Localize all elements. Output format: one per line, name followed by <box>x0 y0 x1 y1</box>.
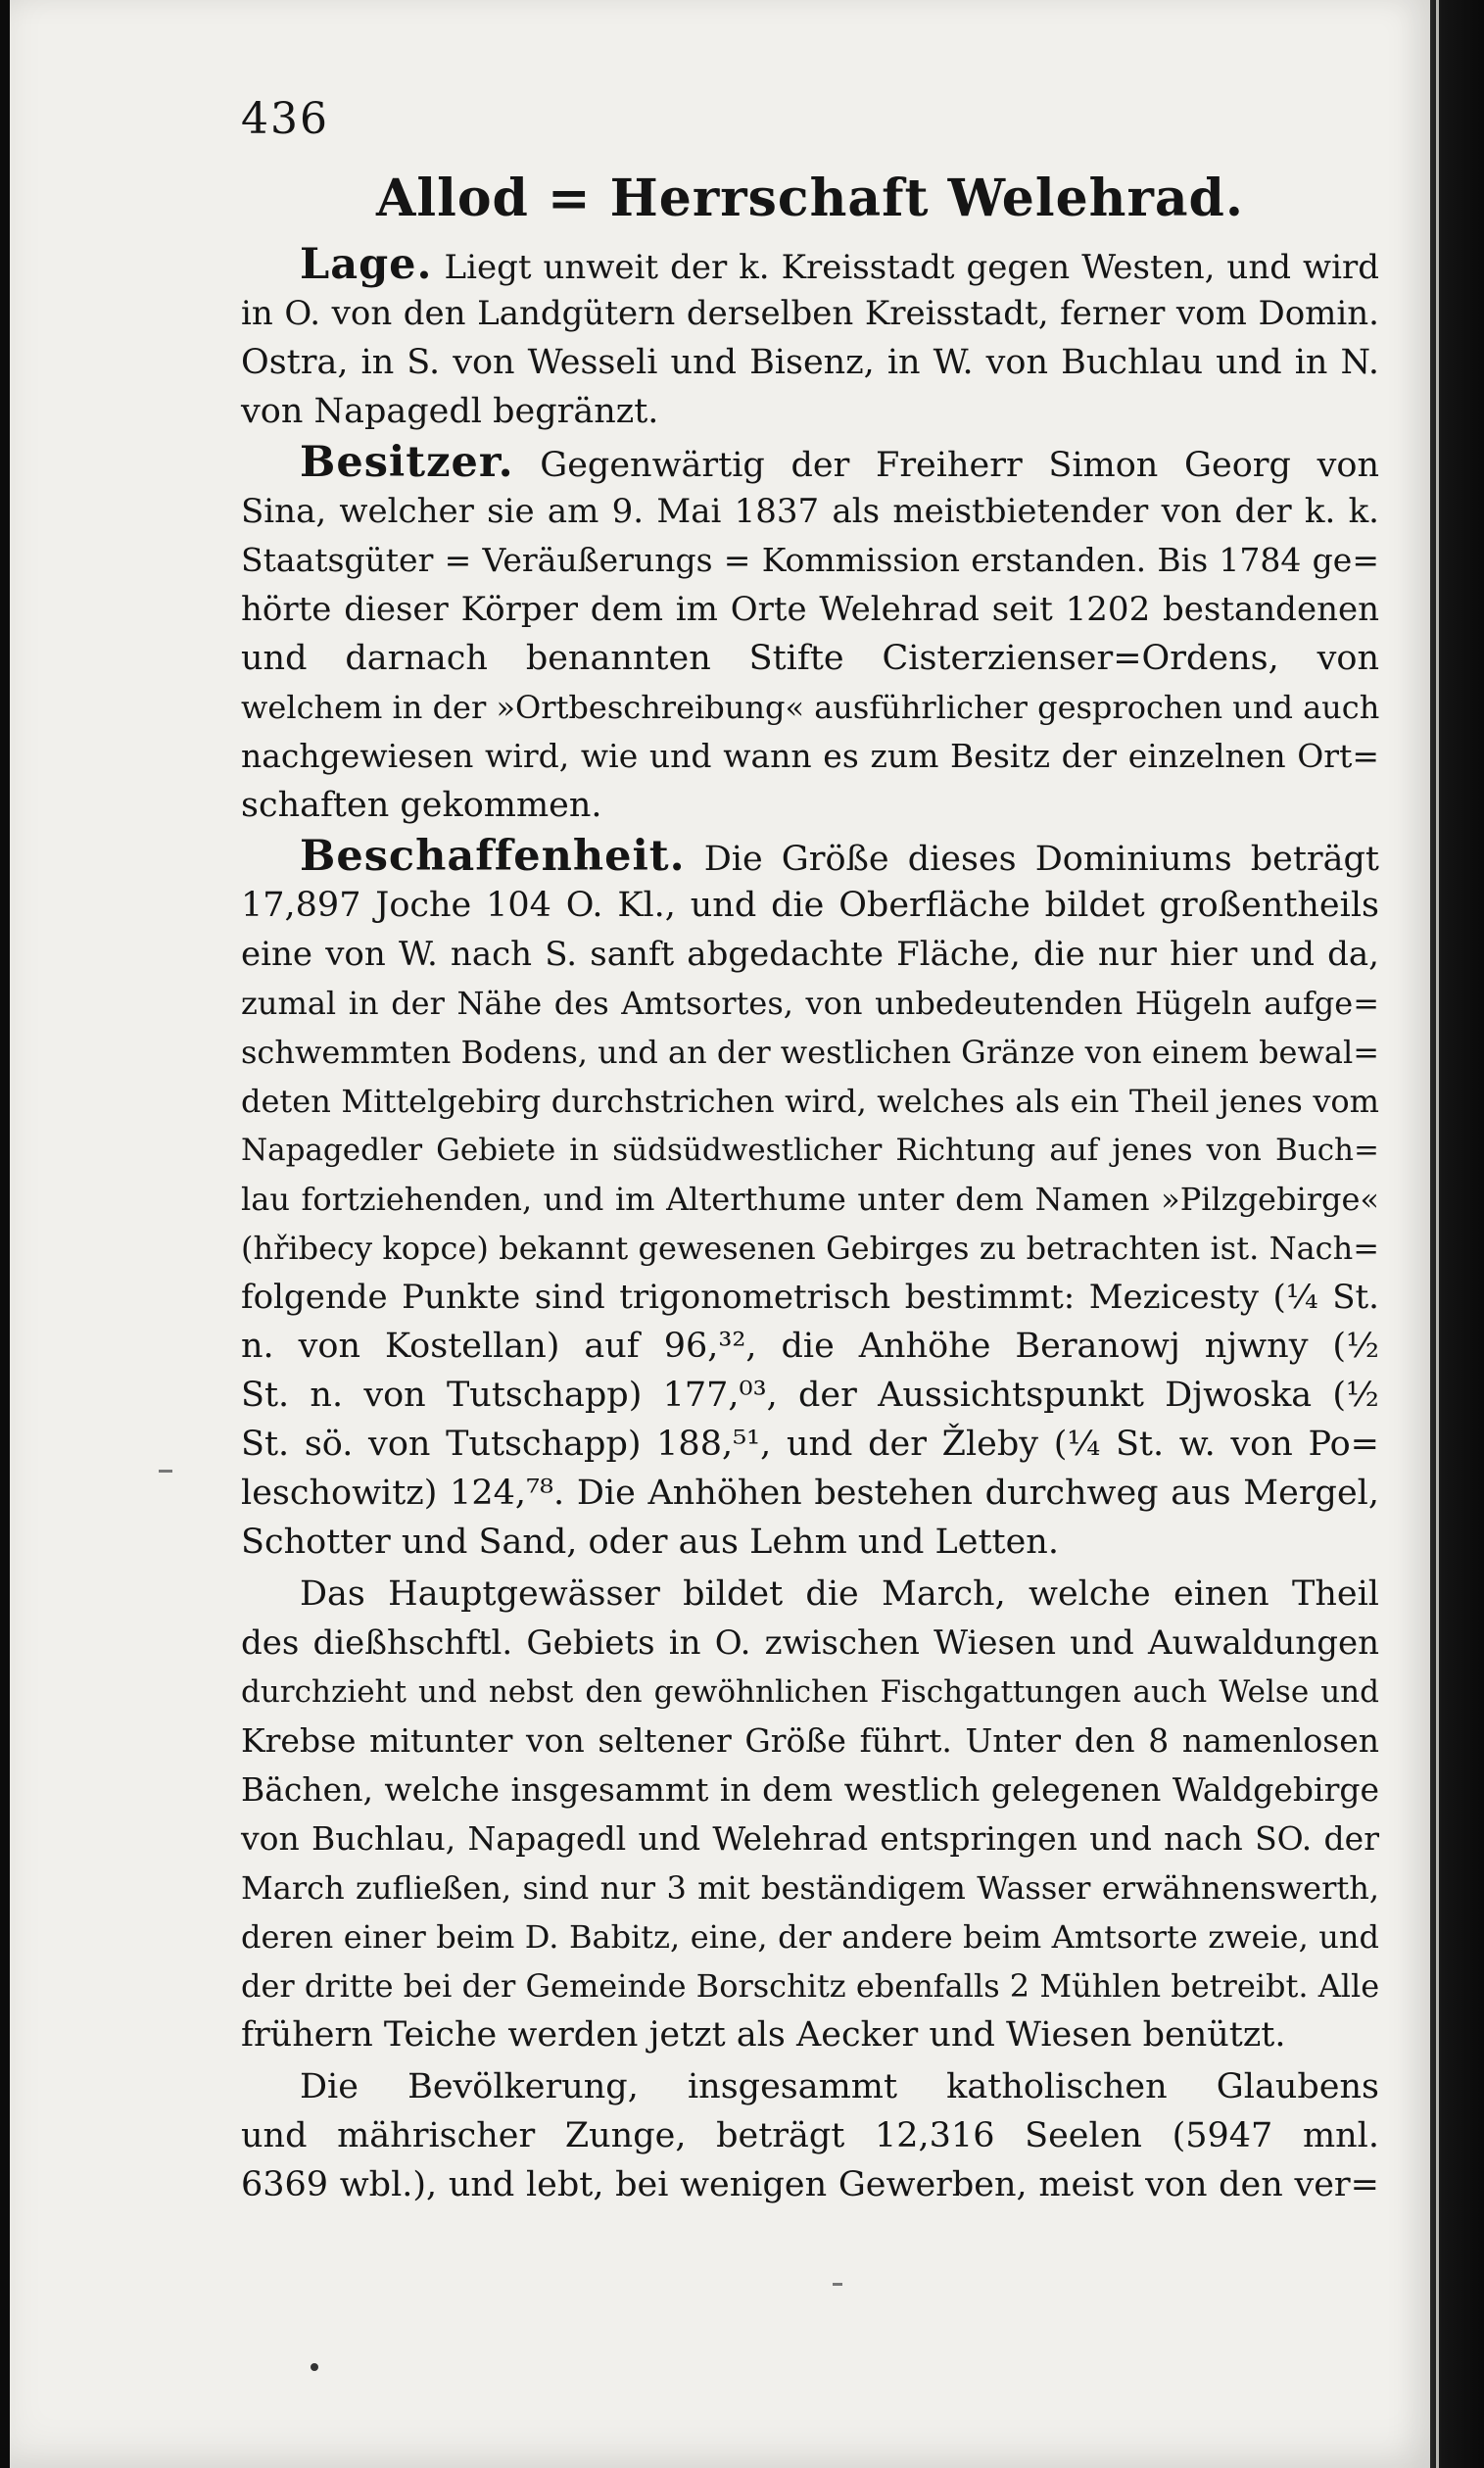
text-line <box>241 343 1379 382</box>
text-line <box>241 1721 1379 1761</box>
page-title: Allod = Herrschaft Welehrad. <box>375 169 1245 228</box>
line-text: des dießhschftl. Gebiets in O. zwischen Wiesen und Auwaldungen <box>241 1623 1379 1663</box>
line-text: Krebse mitunter von seltener Größe führt. Unter den 8 namenlosen <box>241 1721 1379 1760</box>
text-line <box>241 1278 1379 1317</box>
line-text: der dritte bei der Gemeinde Borschitz ebenfalls 2 Mühlen betreibt. Alle <box>241 1967 1380 2005</box>
text-line <box>241 590 1379 629</box>
line-text: Das Hauptgewässer bildet die March, welche einen Theil <box>300 1574 1379 1614</box>
text-line <box>241 786 1379 825</box>
line-text: und darnach benannten Stifte Cisterzienser=Ordens, von <box>241 639 1379 678</box>
text-line <box>241 438 1379 487</box>
text-line <box>241 688 1379 727</box>
text-line <box>241 1819 1379 1859</box>
line-text: Gegenwärtig der Freiherr Simon Georg von <box>513 446 1379 485</box>
line-text: Die Größe dieses Dominiums beträgt <box>685 840 1379 879</box>
line-text: in O. von den Landgütern derselben Kreisstadt, ferner vom Domin. <box>241 294 1379 333</box>
text-line <box>241 392 1379 431</box>
text-line <box>241 1376 1379 1415</box>
text-line <box>241 1474 1379 1513</box>
line-text: schwemmten Bodens, und an der westlichen Gränze von einem bewal= <box>241 1034 1379 1071</box>
text-line <box>241 492 1379 531</box>
line-text: Staatsgüter = Veräußerungs = Kommission erstanden. Bis 1784 ge= <box>241 541 1379 579</box>
section-heading: Besitzer. <box>300 438 514 487</box>
line-text: Die Bevölkerung, insgesammt katholischen Glaubens <box>300 2067 1379 2106</box>
line-text: n. von Kostellan) auf 96,³², die Anhöhe Beranowj njwny (½ <box>241 1327 1379 1366</box>
line-text: und mährischer Zunge, beträgt 12,316 Seelen (5947 mnl. <box>241 2116 1379 2155</box>
line-text: (hřibecy kopce) bekannt gewesenen Gebirges zu betrachten ist. Nach= <box>241 1230 1379 1267</box>
text-line <box>241 1082 1379 1121</box>
text-line <box>241 2067 1379 2106</box>
stray-dot <box>311 2363 318 2371</box>
line-text: Bächen, welche insgesammt in dem westlich gelegenen Waldgebirge <box>241 1770 1379 1809</box>
text-line <box>241 1327 1379 1366</box>
text-line <box>241 737 1379 776</box>
line-text: Ostra, in S. von Wesseli und Bisenz, in W. von Buchlau und in N. <box>241 343 1379 382</box>
line-text: 6369 wbl.), und lebt, bei wenigen Gewerben, meist von den ver= <box>241 2165 1379 2204</box>
text-line <box>241 1131 1379 1170</box>
line-text: hörte dieser Körper dem im Orte Welehrad seit 1202 bestandenen <box>241 590 1379 629</box>
line-text: St. sö. von Tutschapp) 188,⁵¹, und der Žleby (¼ St. w. von Po= <box>241 1425 1379 1464</box>
text-line <box>241 1917 1379 1957</box>
line-text: Sina, welcher sie am 9. Mai 1837 als meistbietender von der k. k. <box>241 492 1379 531</box>
line-text: durchzieht und nebst den gewöhnlichen Fischgattungen auch Welse und <box>241 1674 1379 1710</box>
text-line <box>241 2116 1379 2155</box>
stray-mark <box>833 2283 842 2286</box>
line-text: St. n. von Tutschapp) 177,⁰³, der Aussichtspunkt Djwoska (½ <box>241 1376 1379 1415</box>
line-text: 17,897 Joche 104 O. Kl., und die Oberfläche bildet großentheils <box>241 886 1379 925</box>
line-text: von Buchlau, Napagedl und Welehrad entspringen und nach SO. der <box>241 1819 1379 1858</box>
text-line <box>241 886 1379 925</box>
line-text: zumal in der Nähe des Amtsortes, von unbedeutenden Hügeln aufge= <box>241 985 1379 1022</box>
text-line <box>241 639 1379 678</box>
line-text: nachgewiesen wird, wie und wann es zum Besitz der einzelnen Ort= <box>241 737 1379 775</box>
page-number: 436 <box>241 94 329 144</box>
text-line <box>241 1868 1379 1908</box>
text-line <box>241 1672 1379 1712</box>
line-text: folgende Punkte sind trigonometrisch bestimmt: Mezicesty (¼ St. <box>241 1278 1379 1317</box>
line-text: leschowitz) 124,⁷⁸. Die Anhöhen bestehen durchweg aus Mergel, <box>241 1474 1379 1513</box>
section-heading: Beschaffenheit. <box>300 832 686 881</box>
text-line <box>241 240 1379 289</box>
book-edge <box>1430 0 1484 2468</box>
text-line <box>241 935 1379 974</box>
line-text: Schotter und Sand, oder aus Lehm und Letten. <box>241 1523 1059 1562</box>
text-line <box>241 1180 1379 1219</box>
line-text: schaften gekommen. <box>241 786 602 825</box>
book-page <box>10 0 1430 2468</box>
line-text: deten Mittelgebirg durchstrichen wird, welches als ein Theil jenes vom <box>241 1083 1379 1120</box>
text-line <box>241 1425 1379 1464</box>
stray-mark <box>159 1470 172 1473</box>
text-line <box>241 2015 1379 2055</box>
text-line <box>241 1523 1379 1562</box>
text-line <box>241 1033 1379 1072</box>
text-line <box>241 832 1379 881</box>
line-text: frühern Teiche werden jetzt als Aecker und Wiesen benützt. <box>241 2015 1286 2055</box>
line-text: lau fortziehenden, und im Alterthume unter dem Namen »Pilzgebirge« <box>241 1181 1379 1218</box>
section-heading: Lage. <box>300 240 433 289</box>
line-text: deren einer beim D. Babitz, eine, der andere beim Amtsorte zweie, und <box>241 1918 1379 1956</box>
text-line <box>241 1966 1379 2006</box>
line-text: von Napagedl begränzt. <box>241 392 659 431</box>
text-line <box>241 294 1379 333</box>
text-line <box>241 984 1379 1023</box>
text-line <box>241 1229 1379 1268</box>
line-text: eine von W. nach S. sanft abgedachte Fläche, die nur hier und da, <box>241 935 1379 974</box>
text-line <box>241 541 1379 580</box>
page-edge-stripe <box>1436 0 1439 2468</box>
line-text: Liegt unweit der k. Kreisstadt gegen Westen, und wird <box>432 248 1379 287</box>
text-line <box>241 1623 1379 1663</box>
line-text: March zufließen, sind nur 3 mit beständigem Wasser erwähnenswerth, <box>241 1869 1379 1907</box>
text-line <box>241 1574 1379 1614</box>
text-line <box>241 2165 1379 2204</box>
line-text: Napagedler Gebiete in südsüdwestlicher Richtung auf jenes von Buch= <box>241 1133 1379 1168</box>
text-line <box>241 1770 1379 1810</box>
line-text: welchem in der »Ortbeschreibung« ausführlicher gesprochen und auch <box>241 689 1380 726</box>
